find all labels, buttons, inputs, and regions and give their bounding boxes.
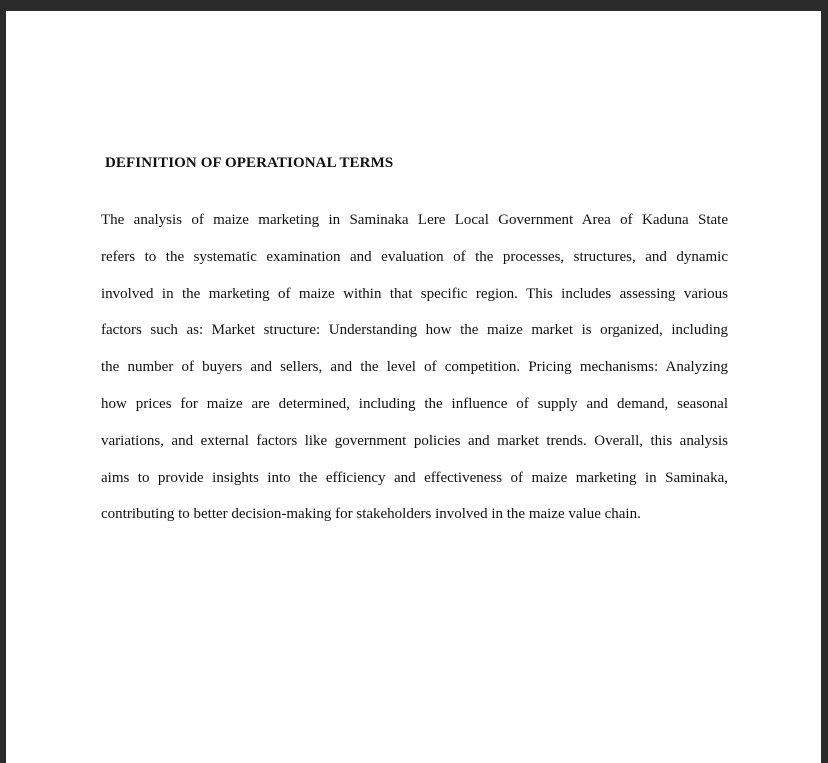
document-page bbox=[6, 11, 821, 763]
paragraph-line: involved in the marketing of maize within that specific region. This includes assessing various bbox=[101, 285, 728, 302]
paragraph-line: refers to the systematic examination and evaluation of the processes, structures, and dynamic bbox=[101, 248, 728, 265]
paragraph-line: aims to provide insights into the efficiency and effectiveness of maize marketing in Saminaka, bbox=[101, 469, 728, 486]
paragraph-line: the number of buyers and sellers, and the level of competition. Pricing mechanisms: Analyzing bbox=[101, 359, 728, 376]
paragraph-line: factors such as: Market structure: Understanding how the maize market is organized, including bbox=[101, 322, 728, 339]
paragraph-line: variations, and external factors like government policies and market trends. Overall, this analysis bbox=[101, 432, 728, 449]
body-paragraph bbox=[101, 202, 728, 533]
paragraph-line: The analysis of maize marketing in Saminaka Lere Local Government Area of Kaduna State bbox=[101, 212, 728, 228]
paragraph-line: how prices for maize are determined, including the influence of supply and demand, seasonal bbox=[101, 395, 728, 412]
paragraph-line: contributing to better decision-making for stakeholders involved in the maize value chain. bbox=[101, 506, 641, 523]
section-heading: DEFINITION OF OPERATIONAL TERMS bbox=[105, 155, 394, 171]
